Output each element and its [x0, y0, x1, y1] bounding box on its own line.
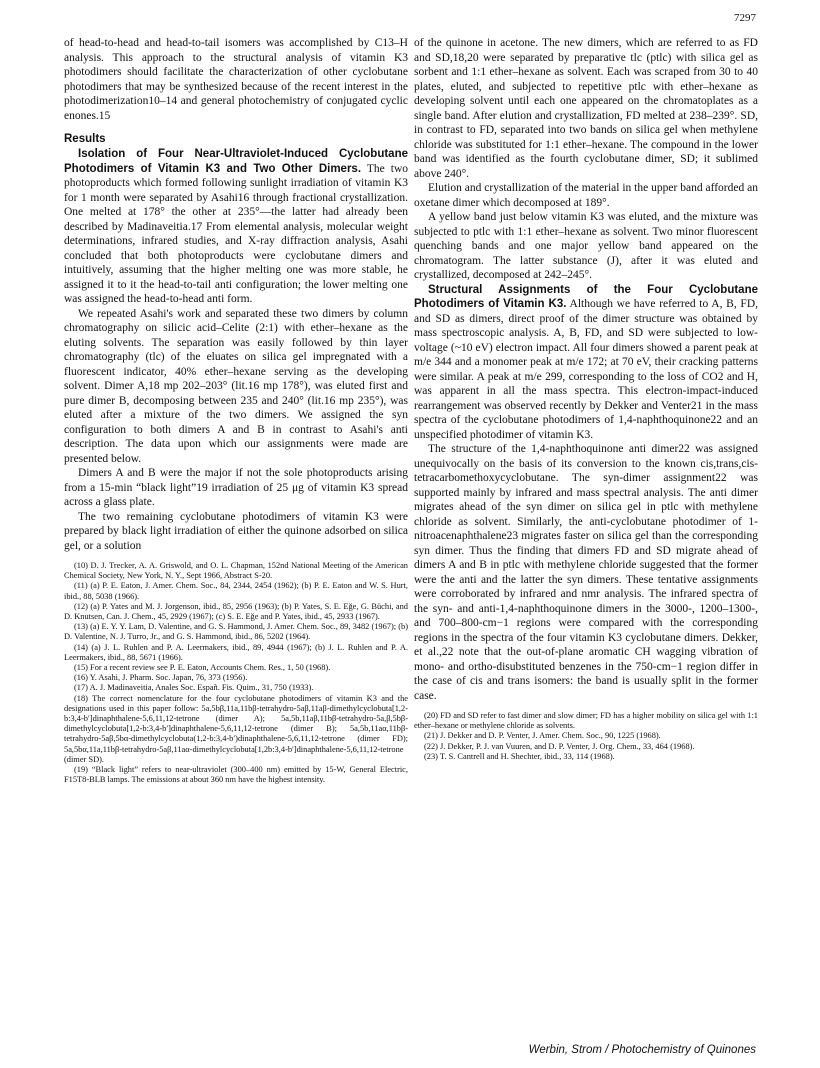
footnotes	[64, 561, 408, 785]
footnote: (23) T. S. Cantrell and H. Shechter, ibid., 33, 114 (1968).	[424, 751, 615, 761]
left-column	[64, 36, 408, 785]
footnote: (10) D. J. Trecker, A. A. Griswold, and O. L. Chapman, 152nd National Meeting of the American Chemical Society, New York, N. Y., Sept 1966, Abstract S-20.	[64, 561, 408, 581]
running-footer: Werbin, Strom / Photochemistry of Quinones	[528, 1044, 756, 1056]
paragraph	[414, 283, 758, 443]
subheading: Isolation of Four Near-Ultraviolet-Induced Cyclobutane Photodimers of Vitamin K3 and Two Other Dimers.	[64, 148, 408, 175]
paragraph: We repeated Asahi's work and separated these two dimers by column chromatography on silicic acid–Celite (2:1) with ether–hexane as the eluting solvents. The separation was easily followed by thin layer chromatography (tlc) of the eluates on silica gel impregnated with a fluorescent indicator, 40% ether–hexane serving as the developing solvent. Dimer A,18 mp 202–203° (lit.16 mp 178°), was eluted first and pure dimer B, decomposing between 235 and 240° (lit.16 mp 235°), was eluted after a mixture of the two dimers. We assigned the syn configuration to both dimers A and B in contrast to Asahi's anti description. The data upon which our assignments were made are presented below.	[64, 307, 408, 465]
footnote: (12) (a) P. Yates and M. J. Jorgenson, ibid., 85, 2956 (1963); (b) P. Yates, S. E. Eğe, G. Büchi, and D. Knutsen, Can. J. Chem., 45, 2929 (1967); (c) S. E. Eğe and P. Yates, ibid., 45, 2933 (1967).	[64, 601, 408, 622]
page-number: 7297	[734, 12, 756, 24]
paragraph: Dimers A and B were the major if not the sole photoproducts arising from a 15-min “black light”19 irradiation of 25 μg of vitamin K3 spread across a glass plate.	[64, 467, 408, 508]
paragraph: Elution and crystallization of the material in the upper band afforded an oxetane dimer which decomposed at 189°.	[414, 182, 758, 209]
paragraph: The structure of the 1,4-naphthoquinone anti dimer22 was assigned unequivocally on the basis of its conversion to the known cis,trans,cis-tetracarbomethoxycyclobutane. The syn-dimer assignment22 was supported mainly by infrared and mass spectral analysis. The anti dimer migrates ahead of the syn dimer on silica gel in ptlc with methylene chloride as solvent. Similarly, the anti-cyclobutane photodimer of 1-nitroacenaphthalene23 migrates faster on silica gel than the corresponding syn dimer. Thus the finding that dimers FD and SD migrate ahead of dimers A and B in ptlc with methylene chloride suggested that the former were the anti and the latter the syn dimers. These tentative assignments were corroborated by infrared and nmr analysis. The infrared spectra of the syn- and anti-1,4-naphthoquinone dimers in the 3000-, 1200–1300-, and 700–800-cm−1 regions were compared with the corresponding regions in the spectra of the four vitamin K3 cyclobutane dimers. Dekker, et al.,22 note that the out-of-plane aromatic CH wagging vibration of mono- and ortho-disubstituted benzenes in the 750-cm−1 region differ in the case of cis and trans isomers: the band is usually split in the former case.	[414, 443, 758, 702]
paragraph	[64, 147, 408, 307]
footnote: (21) J. Dekker and D. P. Venter, J. Amer. Chem. Soc., 90, 1225 (1968).	[424, 731, 661, 741]
footnote: (13) (a) E. Y. Y. Lam, D. Valentine, and G. S. Hammond, J. Amer. Chem. Soc., 89, 3482 (1967); (b) D. Valentine, N. J. Turro, Jr., and G. S. Hammond, ibid., 86, 5202 (1964).	[64, 622, 408, 642]
paragraph: of the quinone in acetone. The new dimers, which are referred to as FD and SD,18,20 were separated by preparative tlc (ptlc) with silica gel as sorbent and 1:1 ether–hexane as solvent. Each was scraped from 30 to 40 plates, eluted, and subjected to repetitive ptlc with ether–hexane as developing solvent until each one appeared on the chromatoplates as a single band. After elution and crystallization, FD melted at 238–239°. SD, in contrast to FD, separated into two bands on silica gel when methylene chloride was substituted for 1:1 ether–hexane. The compound in the lower band was identified as the fourth cyclobutane dimer, SD; it sublimed above 240°.	[414, 37, 758, 180]
footnote: (14) (a) J. L. Ruhlen and P. A. Leermakers, ibid., 89, 4944 (1967); (b) J. L. Ruhlen and P. A. Leermakers, ibid., 88, 5671 (1966).	[64, 642, 408, 662]
footnote: (11) (a) P. E. Eaton, J. Amer. Chem. Soc., 84, 2344, 2454 (1962); (b) P. E. Eaton and W. S. Hurt, ibid., 88, 5038 (1966).	[64, 581, 408, 601]
subheading: Structural Assignments of the Four Cyclobutane Photodimers of Vitamin K3.	[414, 283, 758, 310]
paragraph: of head-to-head and head-to-tail isomers was accomplished by C13–H analysis. This approach to the structural analysis of vitamin K3 photodimers should facilitate the characterization of other cyclobutane photodimers that may be synthesized because of the recent interest in the photodimerization10–14 and general photochemistry of conjugated cyclic enones.15	[64, 37, 408, 122]
paragraph-text: The two photoproducts which formed following sunlight irradiation of vitamin K3 for 1 month were separated by Asahi16 through fractional crystallization. One melted at 178° the other at 235°—the latter had already been described by Madinaveitia.17 From elemental analysis, molecular weight determinations, infrared studies, and X-ray diffraction analysis, Asahi concluded that both photoproducts were cyclobutane dimers and intuitively, assuming that the higher melting one was more stable, he assigned it to it the head-to-tail anti configuration; the lower melting one was assigned the head-to-head anti form.	[64, 162, 408, 305]
footnote: (22) J. Dekker, P. J. van Vuuren, and D. P. Venter, J. Org. Chem., 33, 464 (1968).	[424, 741, 695, 751]
paragraph-text: Although we have referred to A, B, FD, and SD as dimers, direct proof of the dimer structure was obtained by mass spectroscopic analysis. A, B, FD, and SD were subjected to low-voltage (~10 eV) electron impact. All four dimers showed a parent peak at m/e 344 and a monomer peak at m/e 172; at 70 eV, their cracking patterns were similar. A peak at m/e 299, corresponding to the loss of CO2 and H, was apparent in all the mass spectra. This electron-impact-induced rearrangement was observed recently by Dekker and Venter21 in the mass spectra of the cyclobutane photodimers of 1,4-naphthoquinone22 and an unspecified photodimer of vitamin K3.	[414, 298, 758, 441]
footnote: (20) FD and SD refer to fast dimer and slow dimer; FD has a higher mobility on silica gel with 1:1 ether–hexane or methylene chloride as solvents.	[414, 711, 758, 731]
paragraph: The two remaining cyclobutane photodimers of vitamin K3 were prepared by black light irradiation of either the quinone adsorbed on silica gel, or a solution	[64, 510, 408, 552]
footnote: (16) Y. Asahi, J. Pharm. Soc. Japan, 76, 373 (1956).	[74, 673, 248, 683]
footnote: (19) “Black light” refers to near-ultraviolet (300–400 nm) emitted by 15-W, General Electric, F15T8-BLB lamps. The emissions at about 360 nm have the highest intensity.	[64, 765, 408, 785]
right-column	[414, 36, 758, 762]
section-heading: Results	[64, 133, 106, 145]
footnotes	[414, 711, 758, 762]
footnote: (18) The correct nomenclature for the four cyclobutane photodimers of vitamin K3 and the designations used in this paper follow: 5a,5bβ,11a,11bβ-tetrahydro-5aβ,11aβ-dimethylcyclobuta[1,2-b:3,4-b′]dinaphthalene-5,6,11,12-tetrone (dimer A); 5a,5b,11aβ,11bβ-tetrahydro-5a,β,5bβ-dimethylcyclobuta[1,2-b:3,4-b′]dinaphthalene-5,6,11,12-tetrone (dimer B); 5a,5b,11aα,11bβ-tetrahydro-5aβ,5bα-dimethylcyclobuta(1,2-b:3,4-b′)dinaphthalene-5,6,11,12-tetrone (dimer FD); 5a,5bα,11a,11bβ-tetrahydro-5aβ,11aα-dimethylcyclobuta[1,2b:3,4-b′]dinaphthalene-5,6,11,12-tetrone (dimer SD).	[64, 693, 408, 764]
footnote: (17) A. J. Madinaveitia, Anales Soc. Españ. Fis. Quim., 31, 750 (1933).	[74, 683, 314, 693]
paragraph: A yellow band just below vitamin K3 was eluted, and the mixture was subjected to ptlc with 1:1 ether–hexane as solvent. Two minor fluorescent quenching bands and one major yellow band appeared on the chromatogram. The latter substance (J), after it was eluted and crystallized, decomposed at 242–245°.	[414, 211, 758, 281]
footnote: (15) For a recent review see P. E. Eaton, Accounts Chem. Res., 1, 50 (1968).	[74, 663, 331, 673]
